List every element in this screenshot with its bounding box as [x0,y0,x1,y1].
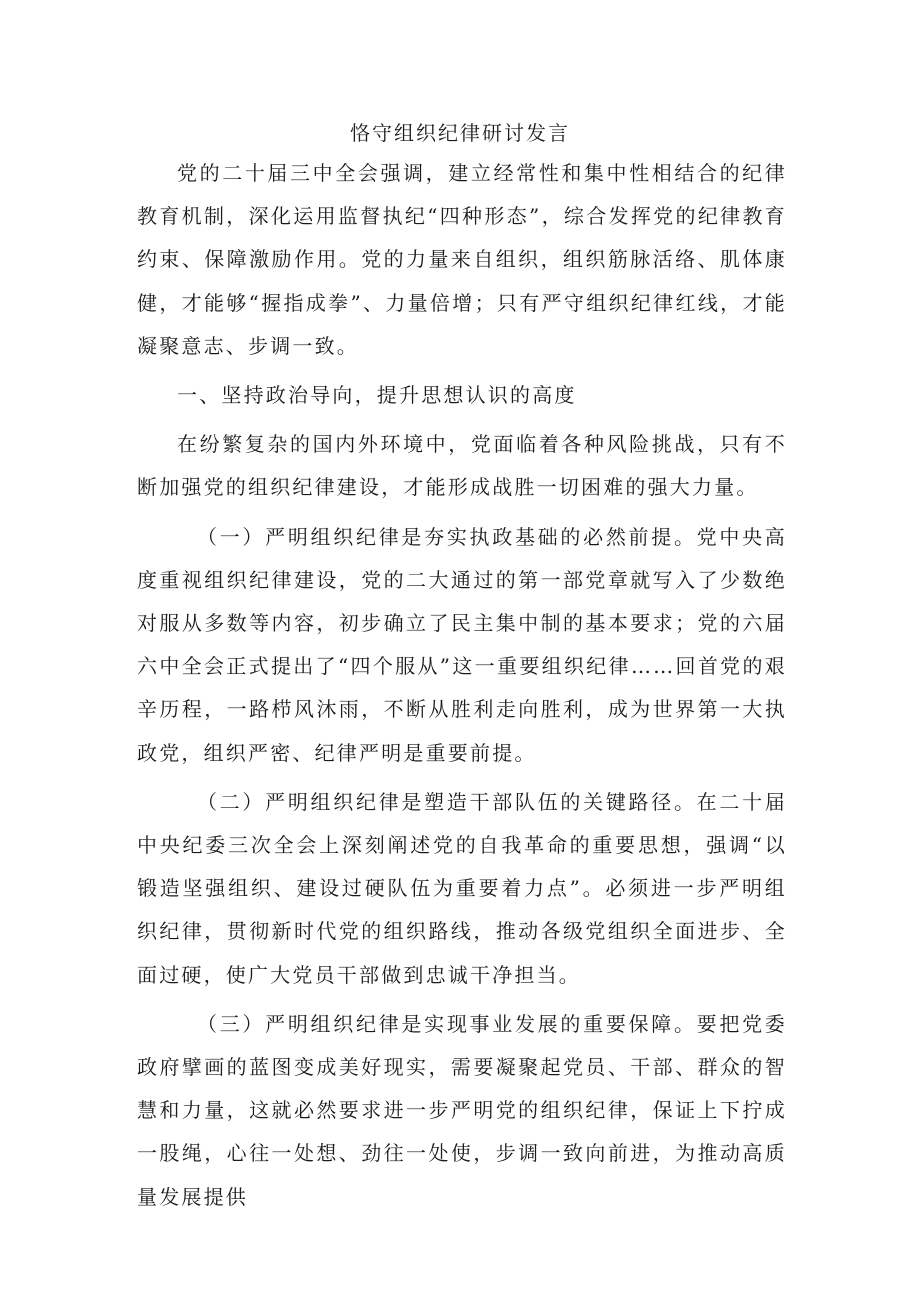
subsection-3-paragraph: （三）严明组织纪律是实现事业发展的重要保障。要把党委政府擘画的蓝图变成美好现实，需要凝聚起党员、干部、群众的智慧和力量，这就必然要求进一步严明党的组织纪律，保证上下拧成一股绳，心往一处想、劲往一处使，步调一致向前进，为推动高质量发展提供 [137,1011,787,1209]
intro-paragraph: 党的二十届三中全会强调，建立经常性和集中性相结合的纪律教育机制，深化运用监督执纪“四种形态”，综合发挥党的纪律教育约束、保障激励作用。党的力量来自组织，组织筋脉活络、肌体康健，才能够“握指成拳”、力量倍增；只有严守组织纪律红线，才能凝聚意志、步调一致。 [137,161,787,358]
section-heading-1: 一、坚持政治导向，提升思想认识的高度 [177,383,577,408]
document-title: 恪守组织纪律研讨发言 [350,121,570,145]
section-1-intro-paragraph: 在纷繁复杂的国内外环境中，党面临着各种风险挑战，只有不断加强党的组织纪律建设，才能形成战胜一切困难的强大力量。 [137,432,787,500]
subsection-1-paragraph: （一）严明组织纪律是夯实执政基础的必然前提。党中央高度重视组织纪律建设，党的二大通过的第一部党章就写入了少数绝对服从多数等内容，初步确立了民主集中制的基本要求；党的六届六中全会正式提出了“四个服从”这一重要组织纪律……回首党的艰辛历程，一路栉风沐雨，不断从胜利走向胜利，成为世界第一大执政党，组织严密、纪律严明是重要前提。 [137,524,787,765]
document-body [137,152,787,1219]
subsection-2-paragraph: （二）严明组织纪律是塑造干部队伍的关键路径。在二十届中央纪委三次全会上深刻阐述党的自我革命的重要思想，强调“以锻造坚强组织、建设过硬队伍为重要着力点”。必须进一步严明组织纪律，贯彻新时代党的组织路线，推动各级党组织全面进步、全面过硬，使广大党员干部做到忠诚干净担当。 [137,789,787,987]
